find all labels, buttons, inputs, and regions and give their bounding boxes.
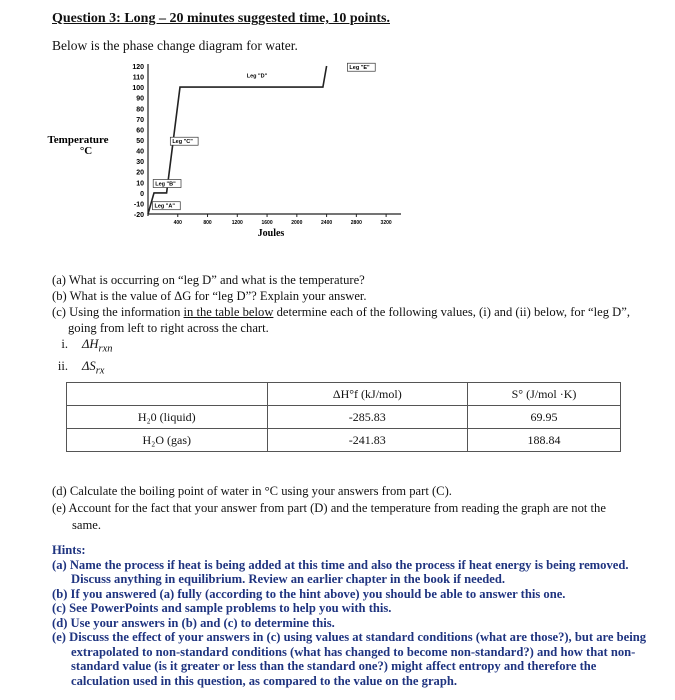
hint-item: (e) Discuss the effect of your answers in (c) using values at standard conditions (what are those?), but are being extrapolated to non-standard conditions (what has changed to become non-standard?) and how that non-standard value (is it greater or less than the standard one?) might affect entropy and therefore the calculation used in this question, as compared to the value on the graph. (52, 630, 646, 688)
y-tick-label: 100 (132, 85, 144, 93)
leg-label: Leg "D" (246, 73, 268, 80)
questions-d-e (52, 483, 652, 534)
question-e: (e) Account for the fact that your answer from part (D) and the temperature from reading the graph are not the (52, 501, 606, 515)
x-tick-label: 2800 (350, 220, 362, 226)
leg-label: Leg "C" (172, 139, 193, 146)
leg-label: Leg "A" (154, 203, 175, 210)
x-tick-label: 3200 (380, 220, 392, 226)
y-tick-label: 10 (136, 180, 144, 188)
table-cell: 69.95 (468, 406, 621, 429)
subitem-ii: ii. $\Delta S_{rx}$ (57, 358, 105, 377)
y-tick-label: -10 (133, 201, 144, 209)
table-header-cell: ΔH°f (kJ/mol) (267, 383, 468, 406)
intro-text: Below is the phase change diagram for water. (52, 38, 298, 53)
phase-change-chart (47, 58, 416, 248)
y-tick-label: 110 (132, 74, 144, 82)
table-header-row (67, 383, 621, 406)
table-header-cell (67, 383, 268, 406)
table-cell: H₂O (gas) (67, 429, 268, 452)
hints-section (52, 543, 652, 688)
table-cell: -285.83 (267, 406, 468, 429)
y-tick-label: -20 (133, 212, 144, 219)
x-tick-label: 2400 (321, 220, 333, 226)
y-axis-label-2: °C (79, 145, 93, 157)
question-e-cont: same. (72, 518, 102, 532)
question-b: (b) What is the value of ΔG for “leg D”? Explain your answer. (52, 289, 367, 303)
x-tick-label: 1600 (261, 220, 273, 226)
table-cell: -241.83 (267, 429, 468, 452)
hint-item: (b) If you answered (a) fully (according to the hint above) you should be able to answer this one. (52, 586, 566, 601)
subitem-i: i. $\Delta H_{rxn}$ (61, 337, 113, 355)
y-tick-label: 80 (136, 106, 144, 114)
y-tick-label: 120 (132, 64, 144, 71)
questions-a-c (52, 272, 652, 379)
leg-label: Leg "E" (349, 65, 370, 72)
question-c-cont: going from left to right across the chart. (68, 321, 269, 335)
hint-item: (a) Name the process if heat is being added at this time and also the process if heat energy is being removed. Discuss anything in equilibrium. Review an earlier chapter in the book if needed. (52, 557, 629, 586)
y-axis-label-1: Temperature (47, 134, 109, 146)
x-tick-label: 800 (203, 220, 212, 226)
y-tick-label: 70 (136, 116, 144, 124)
y-tick-label: 20 (136, 169, 144, 177)
hint-item: (c) See PowerPoints and sample problems to help you with this. (52, 601, 392, 615)
y-tick-label: 90 (136, 95, 144, 103)
question-d: (d) Calculate the boiling point of water in °C using your answers from part (C). (52, 484, 452, 498)
y-tick-label: 30 (136, 159, 144, 167)
x-axis-label: Joules (257, 228, 285, 239)
table-cell: H₂0 (liquid) (67, 406, 268, 429)
y-tick-label: 60 (136, 127, 144, 135)
thermo-data-table (66, 382, 621, 452)
hint-item: (d) Use your answers in (b) and (c) to determine this. (52, 615, 335, 630)
y-tick-label: 40 (136, 148, 144, 156)
x-tick-label: 2000 (291, 220, 303, 226)
table-cell: 188.84 (468, 429, 621, 452)
x-tick-label: 400 (173, 220, 182, 226)
y-tick-label: 50 (136, 138, 144, 145)
table-row (67, 429, 621, 452)
y-tick-label: 0 (140, 190, 144, 198)
hints-heading: Hints: (52, 543, 86, 557)
x-tick-label: 1200 (231, 220, 243, 226)
question-a: (a) What is occurring on “leg D” and what is the temperature? (52, 273, 365, 287)
table-header-cell: S° (J/mol ·K) (468, 383, 621, 406)
leg-label: Leg "B" (155, 181, 176, 188)
table-row (67, 406, 621, 429)
question-title: Question 3: Long – 20 minutes suggested time, 10 points. (52, 11, 390, 26)
question-c: (c) Using the information in the table below determine each of the following values, (i) and (ii) below, for “leg D”, (52, 305, 630, 319)
